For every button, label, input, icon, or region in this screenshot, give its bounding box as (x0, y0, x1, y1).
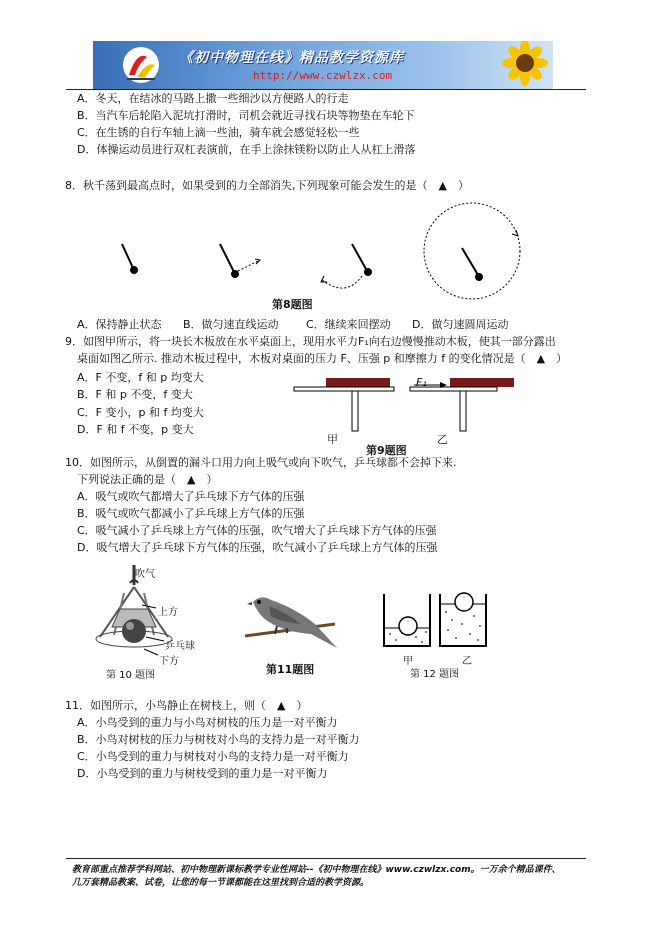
q11-option-d: D．小鸟受到的重力与树枝受到的重力是一对平衡力 (77, 767, 328, 780)
q10-caption: 第 10 题图 (106, 670, 156, 681)
q7-option-a: A．冬天，在结冰的马路上撒一些细沙以方便路人的行走 (77, 92, 349, 105)
q10-label-lower: 下方 (159, 656, 179, 667)
q8-option-b: B．做匀速直线运动 (183, 318, 279, 331)
footer-line1: 教育部重点推荐学科网站、初中物理新课标教学专业性网站--《初中物理在线》www.czwlzx.com。一万余个精品课件、 (72, 865, 561, 875)
q10-label-ball: 乒乓球 (165, 641, 195, 652)
q11-option-c: C．小鸟受到的重力与树枝对小鸟的支持力是一对平衡力 (77, 750, 349, 763)
q10-stem-line1: 10．如图所示，从倒置的漏斗口用力向上吸气或向下吹气，乒乓球都不会掉下来. (65, 456, 457, 469)
footer-line2: 几万套精品教案、试卷，让您的每一节课都能在这里找到合适的教学资源。 (72, 878, 370, 888)
q10-option-b: B．吸气或吹气都减小了乒乓球上方气体的压强 (77, 507, 305, 520)
q9-stem-line1: 9．如图甲所示，将一块长木板放在水平桌面上，现用水平力F₁向右边慢慢推动木板，使其一部分露出 (65, 335, 556, 348)
header-banner (93, 41, 553, 89)
q7-option-c: C．在生锈的自行车轴上滴一些油，骑车就会感觉轻松一些 (77, 126, 360, 139)
footer-rule (66, 858, 586, 859)
q8-option-a: A．保持静止状态 (77, 318, 162, 331)
sunflower-icon (495, 41, 553, 89)
q10-option-d: D．吸气增大了乒乓球下方气体的压强，吹气减小了乒乓球上方气体的压强 (77, 541, 438, 554)
q12-caption: 第 12 题图 (410, 669, 460, 680)
q10-label-upper: 上方 (158, 607, 178, 618)
q9-stem-line2: 桌面如图乙所示. 推动木板过程中，木板对桌面的压力 F、压强 p 和摩擦力 f 的变化情况是（ ▲ ） (77, 352, 568, 365)
q12-beakers-figure (382, 590, 492, 650)
bird-eye-icon (257, 600, 261, 604)
ball-in-beaker-jia-icon (399, 617, 417, 635)
header-rule (66, 89, 586, 90)
q9-caption: 第9题图 (366, 444, 407, 457)
q7-option-d: D．体操运动员进行双杠表演前，在手上涂抹镁粉以防止人从杠上滑落 (77, 143, 416, 156)
q10-option-a: A．吸气或吹气都增大了乒乓球下方气体的压强 (77, 490, 305, 503)
q8-option-d: D．做匀速圆周运动 (412, 318, 509, 331)
banner-title: 《初中物理在线》精品教学资源库 (179, 50, 404, 66)
q12-label-yi: 乙 (462, 656, 472, 667)
q9-label-yi: 乙 (437, 433, 448, 446)
logo-icon (121, 45, 161, 85)
q9-option-a: A．F 不变，f 和 p 均变大 (77, 371, 204, 384)
q7-option-b: B．当汽车后轮陷入泥坑打滑时，司机会就近寻找石块等物垫在车轮下 (77, 109, 415, 122)
q8-option-c: C．继续来回摆动 (306, 318, 391, 331)
q10-label-blow: 吹气 (135, 569, 155, 580)
ball-in-beaker-yi-icon (455, 593, 473, 611)
q11-option-b: B．小鸟对树枝的压力与树枝对小鸟的支持力是一对平衡力 (77, 733, 360, 746)
q11-stem: 11．如图所示，小鸟静止在树枝上，则（ ▲ ） (65, 699, 308, 712)
banner-url[interactable]: http://www.czwlzx.com (253, 69, 393, 82)
swing-d-icon (420, 200, 530, 310)
swing-c-icon (321, 244, 372, 288)
q11-bird-figure (245, 588, 345, 658)
q11-option-a: A．小鸟受到的重力与小鸟对树枝的压力是一对平衡力 (77, 716, 338, 729)
q9-option-b: B．F 和 p 不变，f 变大 (77, 388, 193, 401)
q9-label-jia: 甲 (327, 433, 338, 446)
swing-a-icon (122, 244, 138, 274)
q11-caption: 第11题图 (266, 663, 315, 676)
q9-option-c: C．F 变小，p 和 f 均变大 (77, 406, 204, 419)
q8-figure (110, 198, 440, 308)
q8-stem: 8．秋千荡到最高点时，如果受到的力全部消失,下列现象可能会发生的是（ ▲ ） (65, 179, 469, 192)
swing-b-icon (220, 244, 260, 278)
q12-label-jia: 甲 (403, 656, 413, 667)
q10-stem-line2: 下列说法正确的是（ ▲ ） (77, 473, 218, 486)
q10-option-c: C．吸气减小了乒乓球上方气体的压强，吹气增大了乒乓球下方气体的压强 (77, 524, 437, 537)
ping-pong-ball-icon (122, 619, 146, 643)
q9-force-label: F₁ (416, 376, 427, 389)
q9-option-d: D．F 和 f 不变，p 变大 (77, 423, 194, 436)
q8-caption: 第8题图 (272, 298, 313, 311)
